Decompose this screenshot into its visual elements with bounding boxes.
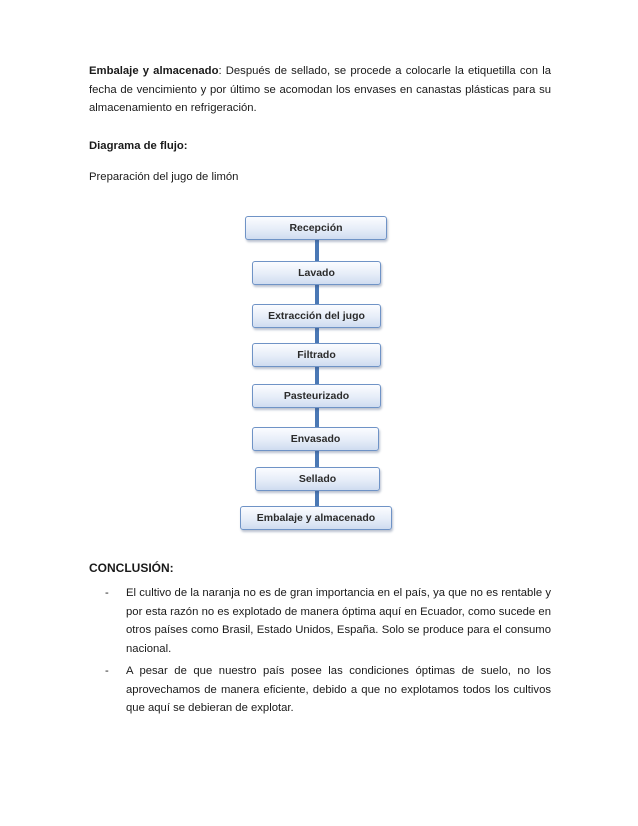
diagram-subtitle: Preparación del jugo de limón [89, 171, 239, 183]
flow-step-pasteurizado: Pasteurizado [252, 384, 381, 408]
intro-text: : Después de sellado, se procede a colocarle la etiquetilla con la fecha de vencimiento y por último se acomodan los envases en canastas plásticas para su almacenamiento en refrigeración. [89, 65, 551, 114]
bullet-dash: - [105, 665, 109, 677]
flow-step-extraccion: Extracción del jugo [252, 304, 381, 328]
diagram-heading: Diagrama de flujo: [89, 140, 188, 152]
flow-step-lavado: Lavado [252, 261, 381, 285]
bullet-text: El cultivo de la naranja no es de gran importancia en el país, ya que no es rentable y por esta razón no es explotado de manera óptima aquí en Ecuador, como sucede en otros países como Brasil, Estado Unidos, España. Solo se produce para el consumo nacional. [126, 587, 551, 655]
bullet-text: A pesar de que nuestro país posee las condiciones óptimas de suelo, no los aprovechamos de manera eficiente, debido a que no explotamos todos los cultivos que aquí se debieran de explotar. [126, 665, 551, 714]
conclusion-bullet-2 [89, 662, 551, 720]
flow-step-filtrado: Filtrado [252, 343, 381, 367]
flow-step-envasado: Envasado [252, 427, 379, 451]
conclusion-bullet-1 [89, 584, 551, 660]
conclusion-title: CONCLUSIÓN: [89, 561, 174, 575]
intro-term: Embalaje y almacenado [89, 65, 219, 77]
flow-step-embalaje: Embalaje y almacenado [240, 506, 392, 530]
flow-step-recepcion: Recepción [245, 216, 387, 240]
bullet-dash: - [105, 587, 109, 599]
flow-step-sellado: Sellado [255, 467, 380, 491]
